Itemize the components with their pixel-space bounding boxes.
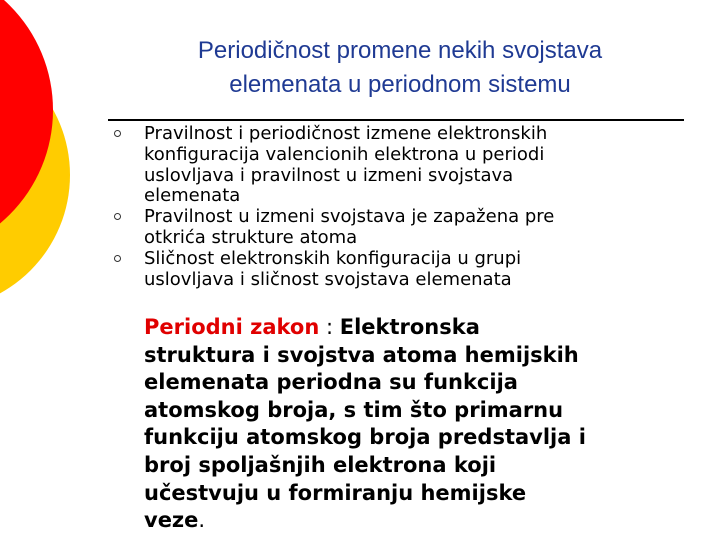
circle-bullet-icon bbox=[114, 213, 121, 220]
bullet-item bbox=[112, 124, 682, 207]
bullet-item bbox=[112, 207, 682, 249]
law-line: funkciju atomskog broja predstavlja i bbox=[144, 425, 586, 450]
circle-bullet-icon bbox=[114, 130, 121, 137]
law-line: broj spoljašnjih elektrona koji bbox=[144, 452, 497, 477]
slide-title-line-2: elemenata u periodnom sistemu bbox=[229, 71, 571, 98]
bullet-item bbox=[112, 249, 682, 291]
law-line: učestvuju u formiranju hemijske bbox=[144, 480, 527, 505]
bullet-line: uslovljava i sličnost svojstava elemenata bbox=[144, 268, 512, 290]
bullet-line: Pravilnost i periodičnost izmene elektronskih bbox=[144, 123, 548, 144]
bullet-line: Sličnost elektronskih konfiguracija u grupi bbox=[144, 247, 522, 269]
law-label: Periodni zakon bbox=[144, 315, 320, 339]
law-line: atomskog broja, s tim što primarnu bbox=[144, 397, 564, 422]
law-line: struktura i svojstva atoma hemijskih bbox=[144, 342, 579, 367]
bullet-line: konfiguracija valencionih elektrona u periodi bbox=[144, 143, 545, 165]
title-divider bbox=[108, 119, 684, 121]
law-end: . bbox=[198, 508, 206, 533]
slide-title bbox=[120, 34, 680, 102]
law-line: elemenata periodna su funkcija bbox=[144, 370, 518, 395]
law-text: veze bbox=[144, 508, 199, 533]
bullet-line: uslovljava i pravilnost u izmeni svojstava bbox=[144, 164, 514, 186]
slide-title-line-1: Periodičnost promene nekih svojstava bbox=[197, 37, 603, 64]
decorative-circles bbox=[0, 0, 120, 320]
bullet-line: otkrića strukture atoma bbox=[144, 226, 358, 248]
law-line bbox=[144, 314, 684, 342]
bullet-line: Pravilnost u izmeni svojstava je zapažena pre bbox=[144, 206, 555, 228]
law-separator: : bbox=[319, 315, 340, 339]
circle-bullet-icon bbox=[114, 255, 121, 262]
bullet-line: elemenata bbox=[144, 185, 241, 207]
law-text: Elektronska bbox=[339, 315, 480, 339]
bullet-list bbox=[112, 124, 682, 290]
periodic-law-statement bbox=[144, 314, 684, 535]
law-line bbox=[144, 507, 684, 535]
